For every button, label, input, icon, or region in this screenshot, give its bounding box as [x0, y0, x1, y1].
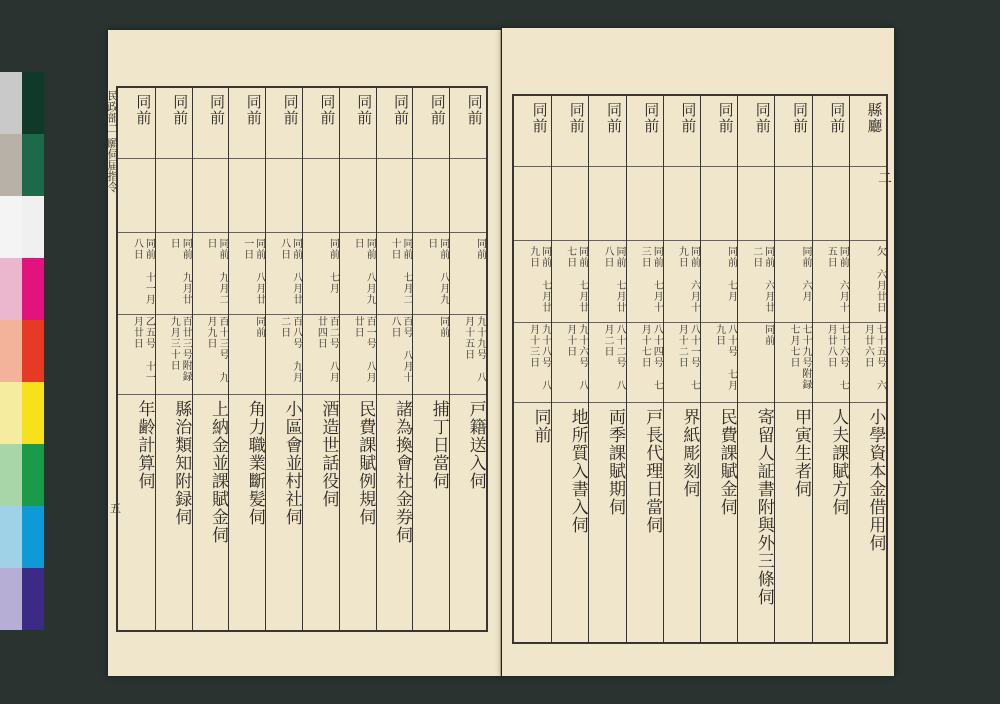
right-page-entry-date: 同前 六月十五日	[825, 246, 849, 313]
right-page-entry-date: 同前 六月十九日	[676, 246, 700, 313]
right-page-entry-subject: 甲寅生者伺	[791, 408, 811, 498]
left-page-entry-issue: 百八号 九月二日	[278, 316, 302, 383]
left-page-entry-issue: 百二号 八月廿四日	[315, 316, 339, 383]
left-table	[116, 86, 488, 632]
right-page-entry-issue: 八十四号 七月十七日	[639, 324, 663, 391]
right-page-entry-issue: 七十九号附録 七月七日	[788, 324, 811, 390]
left-page-entry-issue: 百十三号 九月九日	[205, 316, 228, 383]
left-page-entry-top: 同前	[208, 94, 226, 126]
left-page-entry-issue: 乙五号 十一月廿日	[131, 316, 155, 383]
right-page-entry-subject: 人夫課賦方伺	[828, 408, 849, 516]
left-page-entry-date: 同前 八月廿一日	[241, 238, 265, 305]
left-page-entry-subject: 諸為換會社金券伺	[392, 400, 412, 544]
left-page-entry-date: 同前	[474, 238, 486, 260]
right-page-entry-date: 同前 七月廿八日	[602, 246, 625, 313]
right-page-entry-issue: 九十八号 八月十三日	[527, 324, 551, 391]
edge-mark: 二	[878, 171, 892, 187]
right-page-entry-top: 縣廳	[865, 102, 884, 134]
right-page-entry-subject: 民費課賦金伺	[716, 408, 737, 516]
right-page-entry-subject: 界紙彫刻伺	[679, 408, 700, 498]
left-page-entry-subject: 捕丁日當伺	[428, 400, 449, 490]
right-page-entry-issue: 同前	[762, 324, 774, 346]
right-page-entry-date: 同前 六月廿二日	[750, 246, 774, 313]
left-page-entry-date: 同前 十一月八日	[131, 238, 155, 305]
left-page-entry-date: 同前 九月廿日	[168, 238, 192, 305]
right-page-entry-date: 同前 七月	[725, 246, 737, 302]
right-page-entry-top: 同前	[567, 102, 586, 134]
left-page-entry-top: 同前	[244, 94, 263, 126]
left-page-entry-issue: 百廿三号附録 九月三十日	[168, 316, 192, 382]
right-page-entry-subject: 両季課賦期伺	[605, 408, 625, 516]
left-page-entry-top: 同前	[428, 94, 447, 126]
left-page-entry-issue: 同前	[253, 316, 265, 338]
left-page-entry-top: 同前	[281, 94, 300, 126]
margin-title: 民政部二 願伺届指令	[106, 90, 119, 193]
right-page-entry-subject: 地所質入書入伺	[567, 408, 588, 534]
right-page-entry-issue: 八十二号 八月二日	[602, 324, 625, 391]
right-page-entry-subject: 小學資本金借用伺	[865, 408, 886, 552]
left-page-entry-date: 同前 九月二日	[205, 238, 228, 305]
left-page-entry-subject: 縣治類知附録伺	[171, 400, 192, 526]
right-page-entry-top: 同前	[605, 102, 623, 134]
left-page-entry-top: 同前	[355, 94, 374, 126]
right-page-entry-top: 同前	[642, 102, 661, 134]
right-page-entry-date: 同前 七月廿九日	[527, 246, 551, 313]
right-page	[502, 28, 894, 676]
left-page-entry-subject: 年齢計算伺	[134, 400, 155, 490]
right-page-entry-date: 欠 六月廿日	[874, 246, 886, 313]
left-page-entry-issue: 百号 八月十八日	[389, 316, 412, 383]
right-page-entry-date: 同前 六月	[800, 246, 811, 302]
right-page-entry-issue: 八十一号 七月十二日	[676, 324, 700, 391]
left-page-entry-date: 同前 七月二十日	[389, 238, 412, 305]
left-page-entry-subject: 上納金並課賦金伺	[208, 400, 228, 544]
right-page-entry-subject: 寄留人証書附與外三條伺	[753, 408, 774, 606]
color-calibration-strip	[0, 72, 44, 634]
right-page-entry-issue: 七十五号 六月廿六日	[862, 324, 886, 391]
right-page-entry-date: 同前 七月廿七日	[564, 246, 588, 313]
left-page-entry-date: 同前 八月九日	[425, 238, 449, 305]
left-page-entry-subject: 戸籍送入伺	[465, 400, 486, 490]
left-page-entry-subject: 酒造世話役伺	[318, 400, 339, 508]
right-table	[512, 94, 888, 644]
left-page-entry-subject: 角力職業斷髪伺	[244, 400, 265, 526]
left-page-entry-top: 同前	[318, 94, 337, 126]
left-page	[108, 30, 501, 676]
left-page-entry-issue: 百一号 八月廿日	[352, 316, 376, 383]
left-page-entry-top: 同前	[134, 94, 153, 126]
left-page-entry-issue: 九十九号 八月十五日	[462, 316, 486, 383]
right-page-entry-top: 同前	[791, 102, 809, 134]
left-page-entry-subject: 民費課賦例規伺	[355, 400, 376, 526]
left-page-entry-issue: 同前	[437, 316, 449, 338]
right-page-entry-issue: 八十号 七月九日	[713, 324, 737, 391]
right-page-entry-date: 同前 七月十三日	[639, 246, 663, 313]
left-page-entry-top: 同前	[465, 94, 484, 126]
left-page-entry-date: 同前 八月廿八日	[278, 238, 302, 305]
left-page-entry-date: 同前 八月九日	[352, 238, 376, 305]
right-page-entry-issue: 九十六号 八月十日	[564, 324, 588, 391]
right-page-entry-top: 同前	[828, 102, 847, 134]
right-page-entry-subject: 戸長代理日當伺	[642, 408, 663, 534]
right-page-entry-subject: 同前	[530, 408, 551, 444]
left-page-entry-top: 同前	[392, 94, 410, 126]
left-page-entry-top: 同前	[171, 94, 190, 126]
right-page-entry-top: 同前	[530, 102, 549, 134]
right-page-entry-top: 同前	[679, 102, 698, 134]
left-page-entry-date: 同前 七月	[327, 238, 339, 294]
right-page-entry-top: 同前	[753, 102, 772, 134]
right-page-entry-issue: 七十六号 七月廿八日	[825, 324, 849, 391]
page-number: 五	[110, 502, 121, 515]
left-page-entry-subject: 小區會並村社伺	[281, 400, 302, 526]
right-page-entry-top: 同前	[716, 102, 735, 134]
